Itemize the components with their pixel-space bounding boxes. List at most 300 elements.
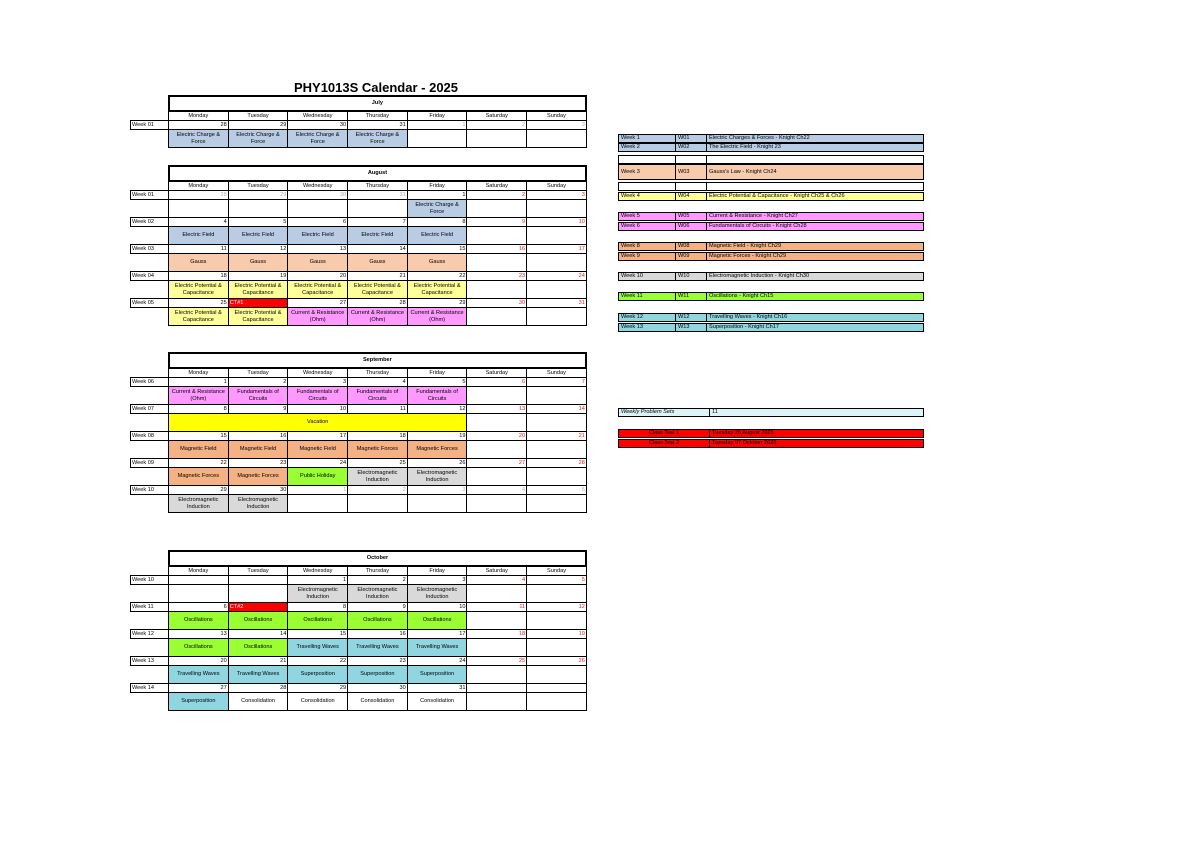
activity-row	[131, 414, 587, 432]
date-cell: 29	[228, 191, 288, 200]
activity-cell	[228, 585, 288, 603]
activity-row	[131, 254, 587, 272]
date-cell	[169, 576, 229, 585]
date-row	[131, 576, 587, 585]
activity-cell	[169, 200, 229, 218]
date-cell: 30	[467, 299, 527, 308]
activity-cell: Superposition	[169, 693, 229, 711]
class-test-date: Tuesday 07 October 2025	[710, 440, 924, 448]
date-cell: 23	[228, 459, 288, 468]
activity-cell: Magnetic Field	[169, 441, 229, 459]
activity-cell	[527, 585, 587, 603]
activity-cell: Travelling Waves	[228, 666, 288, 684]
week-spacer	[131, 111, 169, 121]
date-cell: 10	[527, 218, 587, 227]
legend-row	[618, 252, 924, 261]
date-cell: 31	[348, 191, 408, 200]
activity-cell	[527, 387, 587, 405]
day-header: Saturday	[467, 181, 527, 191]
activity-cell: Magnetic Forces	[407, 441, 467, 459]
activity-row	[131, 495, 587, 513]
legend-blank-row	[618, 155, 924, 164]
activity-cell	[467, 281, 527, 299]
activity-cell: Oscillations	[169, 612, 229, 630]
week-spacer	[131, 368, 169, 378]
week-spacer	[131, 181, 169, 191]
activity-cell: Electric Potential & Capacitance	[288, 281, 348, 299]
date-cell: 6	[467, 378, 527, 387]
week-label: Week 06	[131, 378, 169, 387]
legend-topic: Superposition - Knight Ch17	[707, 324, 924, 332]
legend-table	[618, 212, 924, 221]
date-row	[131, 218, 587, 227]
activity-cell: Fundamentals of Circuits	[288, 387, 348, 405]
legend-week	[619, 156, 676, 164]
activity-cell: Superposition	[348, 666, 408, 684]
activity-row	[131, 387, 587, 405]
activity-cell: Electric Field	[348, 227, 408, 245]
legend-table	[618, 272, 924, 281]
week-spacer	[131, 254, 169, 272]
date-cell	[527, 684, 587, 693]
activity-cell	[228, 200, 288, 218]
activity-cell	[467, 693, 527, 711]
day-header: Tuesday	[228, 566, 288, 576]
problem-sets-label: Weekly Problem Sets	[619, 409, 710, 417]
date-cell: 27	[169, 684, 229, 693]
day-header: Saturday	[467, 111, 527, 121]
week-spacer	[131, 96, 169, 111]
legend-table	[618, 313, 924, 322]
date-cell: 1	[288, 576, 348, 585]
activity-cell: Current & Resistance (Ohm)	[348, 308, 408, 326]
activity-row	[131, 200, 587, 218]
legend-code: W04	[676, 193, 707, 201]
activity-cell: Magnetic Forces	[228, 468, 288, 486]
legend-table	[618, 242, 924, 251]
class-test-label: Class Test 1	[619, 430, 710, 438]
date-cell: 19	[228, 272, 288, 281]
day-header: Thursday	[348, 111, 408, 121]
date-cell: 21	[348, 272, 408, 281]
date-cell: 2	[348, 486, 408, 495]
activity-cell: Oscillations	[169, 639, 229, 657]
legend-topic: Magnetic Forces - Knight Ch29	[707, 253, 924, 261]
week-label: Week 07	[131, 405, 169, 414]
activity-cell: Magnetic Field	[228, 441, 288, 459]
legend-code: W11	[676, 293, 707, 301]
date-cell: 10	[288, 405, 348, 414]
activity-cell	[467, 200, 527, 218]
activity-cell: Gauss	[288, 254, 348, 272]
activity-cell: Electric Potential & Capacitance	[228, 308, 288, 326]
date-cell: 28	[527, 459, 587, 468]
date-cell	[467, 684, 527, 693]
activity-row	[131, 693, 587, 711]
date-cell: 5	[407, 378, 467, 387]
activity-cell	[467, 308, 527, 326]
date-cell: 20	[169, 657, 229, 666]
activity-cell	[467, 387, 527, 405]
week-spacer	[131, 130, 169, 148]
date-row	[131, 299, 587, 308]
week-spacer	[131, 353, 169, 368]
activity-cell: Oscillations	[228, 612, 288, 630]
date-cell: 12	[527, 603, 587, 612]
legend-topic: Electric Charges & Forces - Knight Ch22	[707, 135, 924, 143]
date-cell: 16	[228, 432, 288, 441]
date-cell: 15	[407, 245, 467, 254]
activity-row	[131, 130, 587, 148]
activity-row	[131, 227, 587, 245]
day-header: Monday	[169, 111, 229, 121]
activity-row	[131, 281, 587, 299]
date-cell: 4	[467, 576, 527, 585]
legend-topic: Fundamentals of Circuits - Knight Ch28	[707, 223, 924, 231]
activity-cell: Electromagnetic Induction	[407, 585, 467, 603]
legend-topic: The Electric Field - Knight 23	[707, 144, 924, 152]
day-header: Friday	[407, 368, 467, 378]
activity-cell	[527, 468, 587, 486]
week-spacer	[131, 666, 169, 684]
date-cell: 9	[348, 603, 408, 612]
day-header: Sunday	[527, 181, 587, 191]
activity-cell: Gauss	[348, 254, 408, 272]
date-cell: 4	[169, 218, 229, 227]
legend-week: Week 9	[619, 253, 676, 261]
date-cell: 6	[169, 603, 229, 612]
week-label: Week 01	[131, 191, 169, 200]
date-cell: 5	[527, 576, 587, 585]
date-cell: 28	[169, 191, 229, 200]
day-header: Thursday	[348, 368, 408, 378]
date-cell: 8	[407, 218, 467, 227]
week-spacer	[131, 414, 169, 432]
activity-cell: Fundamentals of Circuits	[348, 387, 408, 405]
date-row	[131, 657, 587, 666]
week-spacer	[131, 281, 169, 299]
activity-cell	[467, 468, 527, 486]
activity-cell: Electric Field	[228, 227, 288, 245]
legend-table	[618, 143, 924, 152]
week-label: Week 05	[131, 299, 169, 308]
activity-cell: Oscillations	[407, 612, 467, 630]
activity-cell	[527, 612, 587, 630]
date-cell: 1	[407, 191, 467, 200]
legend-row	[618, 134, 924, 143]
activity-cell: Current & Resistance (Ohm)	[407, 308, 467, 326]
day-header: Friday	[407, 181, 467, 191]
week-label: Week 13	[131, 657, 169, 666]
legend-topic: Gauss's Law - Knight Ch24	[707, 165, 924, 180]
legend-week: Week 3	[619, 165, 676, 180]
week-label: Week 08	[131, 432, 169, 441]
date-cell: 28	[169, 121, 229, 130]
date-cell: 2	[467, 191, 527, 200]
activity-cell	[527, 666, 587, 684]
activity-cell	[527, 639, 587, 657]
date-cell: 9	[467, 218, 527, 227]
activity-row	[131, 308, 587, 326]
date-cell: 13	[467, 405, 527, 414]
week-label: Week 11	[131, 603, 169, 612]
month-name: September	[169, 353, 587, 368]
legend-table	[618, 222, 924, 231]
activity-cell: Consolidation	[348, 693, 408, 711]
legend-code: W05	[676, 213, 707, 221]
day-header: Monday	[169, 181, 229, 191]
legend-week: Week 1	[619, 135, 676, 143]
activity-cell: Gauss	[228, 254, 288, 272]
activity-cell	[288, 200, 348, 218]
legend-table	[618, 155, 924, 164]
date-cell: 28	[348, 299, 408, 308]
date-cell: 4	[467, 486, 527, 495]
activity-cell: Electromagnetic Induction	[407, 468, 467, 486]
legend-table	[618, 164, 924, 180]
date-cell: 17	[288, 432, 348, 441]
month-name: August	[169, 166, 587, 181]
activity-cell	[527, 495, 587, 513]
date-cell: 18	[348, 432, 408, 441]
date-row	[131, 121, 587, 130]
legend-topic	[707, 156, 924, 164]
activity-row	[131, 468, 587, 486]
activity-cell	[467, 612, 527, 630]
date-cell: 8	[288, 603, 348, 612]
date-cell: 27	[467, 459, 527, 468]
legend-blank-row	[618, 182, 924, 191]
activity-cell: Electric Potential & Capacitance	[348, 281, 408, 299]
date-cell: 22	[288, 657, 348, 666]
day-header: Monday	[169, 566, 229, 576]
activity-cell	[527, 200, 587, 218]
date-cell: 24	[288, 459, 348, 468]
date-cell: 13	[169, 630, 229, 639]
week-label: Week 10	[131, 486, 169, 495]
activity-cell: Electric Potential & Capacitance	[169, 281, 229, 299]
date-cell: 4	[348, 378, 408, 387]
date-cell: 1	[407, 121, 467, 130]
date-cell: 31	[348, 121, 408, 130]
date-cell: 3	[407, 486, 467, 495]
date-cell: 21	[527, 432, 587, 441]
date-row	[131, 630, 587, 639]
legend-week: Week 6	[619, 223, 676, 231]
activity-cell	[527, 441, 587, 459]
week-spacer	[131, 387, 169, 405]
week-spacer	[131, 200, 169, 218]
date-cell: 22	[169, 459, 229, 468]
day-header: Sunday	[527, 566, 587, 576]
legend-code: W10	[676, 273, 707, 281]
activity-cell: Electric Charge & Force	[348, 130, 408, 148]
date-cell: 17	[407, 630, 467, 639]
activity-cell	[407, 130, 467, 148]
activity-cell: Travelling Waves	[169, 666, 229, 684]
date-cell: 1	[288, 486, 348, 495]
day-header: Saturday	[467, 566, 527, 576]
activity-cell: Electromagnetic Induction	[169, 495, 229, 513]
month-july	[130, 95, 586, 148]
legend-row	[618, 164, 924, 180]
activity-cell	[169, 585, 229, 603]
activity-cell	[467, 130, 527, 148]
activity-cell: Consolidation	[288, 693, 348, 711]
legend-row	[618, 242, 924, 251]
legend-row	[618, 272, 924, 281]
legend-row	[618, 143, 924, 152]
activity-cell: Electric Potential & Capacitance	[228, 281, 288, 299]
activity-cell: Consolidation	[407, 693, 467, 711]
date-cell: 3	[288, 378, 348, 387]
activity-cell: Electromagnetic Induction	[288, 585, 348, 603]
legend-week: Week 8	[619, 243, 676, 251]
week-label: Week 04	[131, 272, 169, 281]
week-spacer	[131, 495, 169, 513]
date-cell: 29	[228, 121, 288, 130]
date-cell	[228, 576, 288, 585]
date-cell: 7	[348, 218, 408, 227]
date-cell: 11	[467, 603, 527, 612]
legend-topic: Oscillations - Knight Ch15	[707, 293, 924, 301]
date-cell: 14	[348, 245, 408, 254]
activity-cell: Electric Field	[288, 227, 348, 245]
legend-table	[618, 134, 924, 143]
date-cell: 3	[527, 191, 587, 200]
week-spacer	[131, 639, 169, 657]
activity-cell: Vacation	[169, 414, 467, 432]
date-cell: 29	[407, 299, 467, 308]
month-name: October	[169, 551, 587, 566]
legend-week: Week 12	[619, 314, 676, 322]
legend-table	[618, 292, 924, 301]
week-spacer	[131, 441, 169, 459]
date-row	[131, 432, 587, 441]
date-cell: 15	[288, 630, 348, 639]
month-table	[130, 352, 587, 513]
activity-cell	[467, 254, 527, 272]
date-cell: 29	[169, 486, 229, 495]
week-label: Week 12	[131, 630, 169, 639]
week-spacer	[131, 308, 169, 326]
activity-cell: Electromagnetic Induction	[348, 468, 408, 486]
activity-cell: Oscillations	[348, 612, 408, 630]
page-title: PHY1013S Calendar - 2025	[293, 80, 459, 95]
activity-cell: Electric Field	[169, 227, 229, 245]
date-cell: 5	[228, 218, 288, 227]
date-cell: 7	[527, 378, 587, 387]
activity-cell: Electromagnetic Induction	[228, 495, 288, 513]
activity-cell	[467, 414, 527, 432]
week-label: Week 14	[131, 684, 169, 693]
date-cell: 26	[407, 459, 467, 468]
class-test-table	[618, 429, 924, 438]
legend-table	[618, 182, 924, 191]
activity-cell: Gauss	[169, 254, 229, 272]
activity-cell: Oscillations	[288, 612, 348, 630]
activity-cell	[527, 693, 587, 711]
week-spacer	[131, 612, 169, 630]
day-header: Tuesday	[228, 181, 288, 191]
problem-sets-value: 11	[710, 409, 924, 417]
activity-row	[131, 639, 587, 657]
class-test-table	[618, 439, 924, 448]
date-cell: 14	[228, 630, 288, 639]
date-row	[131, 245, 587, 254]
date-cell: 20	[467, 432, 527, 441]
activity-cell: Travelling Waves	[288, 639, 348, 657]
date-cell: 2	[467, 121, 527, 130]
month-august	[130, 165, 586, 326]
activity-cell	[527, 254, 587, 272]
activity-cell	[467, 227, 527, 245]
date-cell: 19	[407, 432, 467, 441]
week-spacer	[131, 227, 169, 245]
activity-cell: Gauss	[407, 254, 467, 272]
month-table	[130, 95, 587, 148]
legend-topic	[707, 183, 924, 191]
problem-sets-table	[618, 408, 924, 417]
day-header: Thursday	[348, 181, 408, 191]
legend-code: W01	[676, 135, 707, 143]
date-cell: 30	[348, 684, 408, 693]
week-label: Week 02	[131, 218, 169, 227]
legend-table	[618, 323, 924, 332]
date-cell: 16	[467, 245, 527, 254]
date-cell: 25	[467, 657, 527, 666]
date-cell: 8	[169, 405, 229, 414]
day-header: Sunday	[527, 368, 587, 378]
date-cell: CT#2	[228, 603, 288, 612]
day-header: Tuesday	[228, 111, 288, 121]
date-cell: 16	[348, 630, 408, 639]
class-test-row	[618, 439, 924, 448]
legend-row	[618, 292, 924, 301]
activity-cell: Electric Field	[407, 227, 467, 245]
date-cell: 24	[527, 272, 587, 281]
activity-row	[131, 441, 587, 459]
activity-cell	[527, 130, 587, 148]
date-cell: 23	[348, 657, 408, 666]
activity-cell	[348, 200, 408, 218]
day-header: Thursday	[348, 566, 408, 576]
week-spacer	[131, 693, 169, 711]
date-cell: 18	[467, 630, 527, 639]
date-cell: 30	[228, 486, 288, 495]
activity-cell: Electric Charge & Force	[407, 200, 467, 218]
legend-topic: Current & Resistance - Knight Ch27	[707, 213, 924, 221]
legend-code: W13	[676, 324, 707, 332]
activity-cell: Superposition	[407, 666, 467, 684]
activity-cell: Travelling Waves	[348, 639, 408, 657]
activity-cell	[407, 495, 467, 513]
activity-cell	[467, 495, 527, 513]
activity-cell	[527, 308, 587, 326]
activity-row	[131, 612, 587, 630]
class-test-label: Class Test 2	[619, 440, 710, 448]
legend-row	[618, 222, 924, 231]
activity-cell: Current & Resistance (Ohm)	[288, 308, 348, 326]
activity-row	[131, 666, 587, 684]
legend-code: W02	[676, 144, 707, 152]
activity-row	[131, 585, 587, 603]
legend-code: W12	[676, 314, 707, 322]
activity-cell: Electric Charge & Force	[228, 130, 288, 148]
activity-cell: Electric Potential & Capacitance	[169, 308, 229, 326]
legend-topic: Magnetic Field - Knight Ch29	[707, 243, 924, 251]
date-cell: 1	[169, 378, 229, 387]
